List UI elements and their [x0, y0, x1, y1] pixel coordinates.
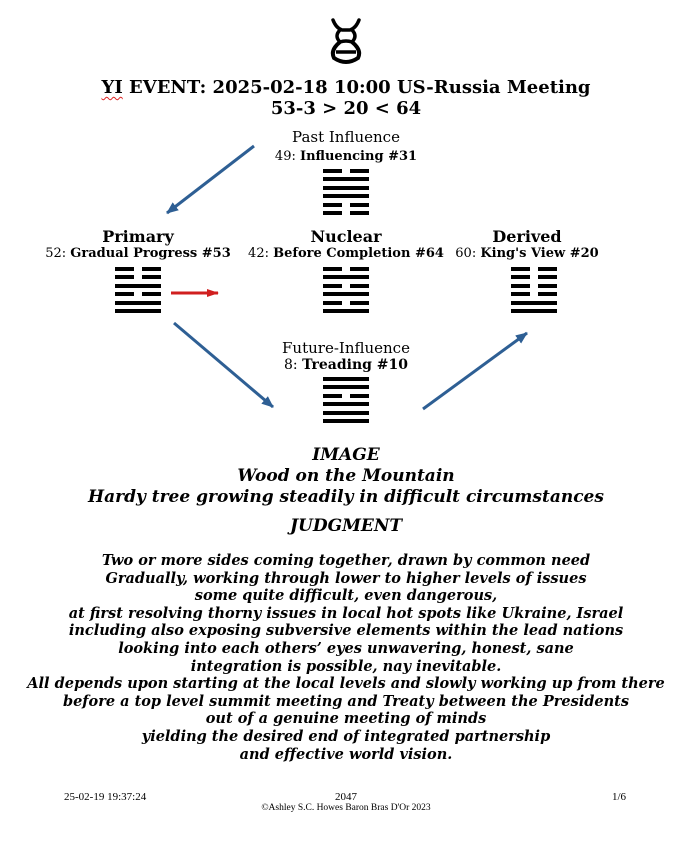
judgment-line: at first resolving thorny issues in local hot spots like Ukraine, Israel — [68, 604, 624, 622]
judgment-line: Two or more sides coming together, drawn by common need — [101, 552, 591, 569]
footer-datetime: 25-02-19 19:37:24 — [64, 791, 147, 803]
arrow-future-to-derived — [423, 333, 527, 409]
future-influence-label: Future-Influence — [282, 339, 410, 357]
judgment-heading: JUDGMENT — [289, 516, 403, 536]
title-prefix: YI — [101, 77, 123, 98]
primary-hexagram-name: 52: Gradual Progress #53 — [45, 246, 231, 261]
arrow-past-to-primary — [167, 146, 254, 213]
judgment-line: before a top level summit meeting and Treaty between the Presidents — [62, 692, 630, 710]
future-hexagram-name: 8: Treading #10 — [284, 357, 408, 373]
judgment-line: integration is possible, nay inevitable. — [190, 657, 502, 675]
past-influence-label: Past Influence — [292, 128, 400, 146]
derived-label: Derived — [492, 227, 562, 246]
judgment-line: looking into each others’ eyes unwavering, honest, sane — [118, 639, 574, 657]
primary-label: Primary — [102, 227, 174, 246]
judgment-line: including also exposing subversive elements within the lead nations — [68, 622, 624, 640]
judgment-text — [0, 552, 692, 763]
image-line-1: Wood on the Mountain — [237, 466, 455, 486]
judgment-line: and effective world vision. — [239, 745, 453, 763]
image-line-2: Hardy tree growing steadily in difficult circumstances — [88, 487, 604, 507]
footer-code: 2047 — [335, 791, 357, 803]
hexagram-formula: 53-3 > 20 < 64 — [270, 98, 422, 119]
footer-copyright: ©Ashley S.C. Howes Baron Bras D'Or 2023 — [261, 803, 431, 813]
title-rest: EVENT: 2025-02-18 10:00 US-Russia Meeting — [122, 77, 591, 98]
judgment-line: All depends upon starting at the local levels and slowly working up from there — [27, 675, 665, 693]
judgment-line: out of a genuine meeting of minds — [205, 710, 487, 728]
judgment-line: some quite difficult, even dangerous, — [194, 587, 498, 605]
past-hexagram-name: 49: Influencing #31 — [274, 149, 418, 164]
judgment-line: yielding the desired end of integrated partnership — [141, 727, 551, 745]
footer-page-number: 1/6 — [612, 791, 627, 803]
nuclear-hexagram-name: 42: Before Completion #64 — [248, 246, 444, 261]
judgment-line: Gradually, working through lower to higher levels of issues — [105, 569, 587, 587]
image-heading: IMAGE — [312, 445, 380, 465]
derived-hexagram-name: 60: King's View #20 — [455, 246, 599, 261]
nuclear-label: Nuclear — [310, 227, 382, 246]
arrow-primary-to-future — [174, 323, 273, 407]
